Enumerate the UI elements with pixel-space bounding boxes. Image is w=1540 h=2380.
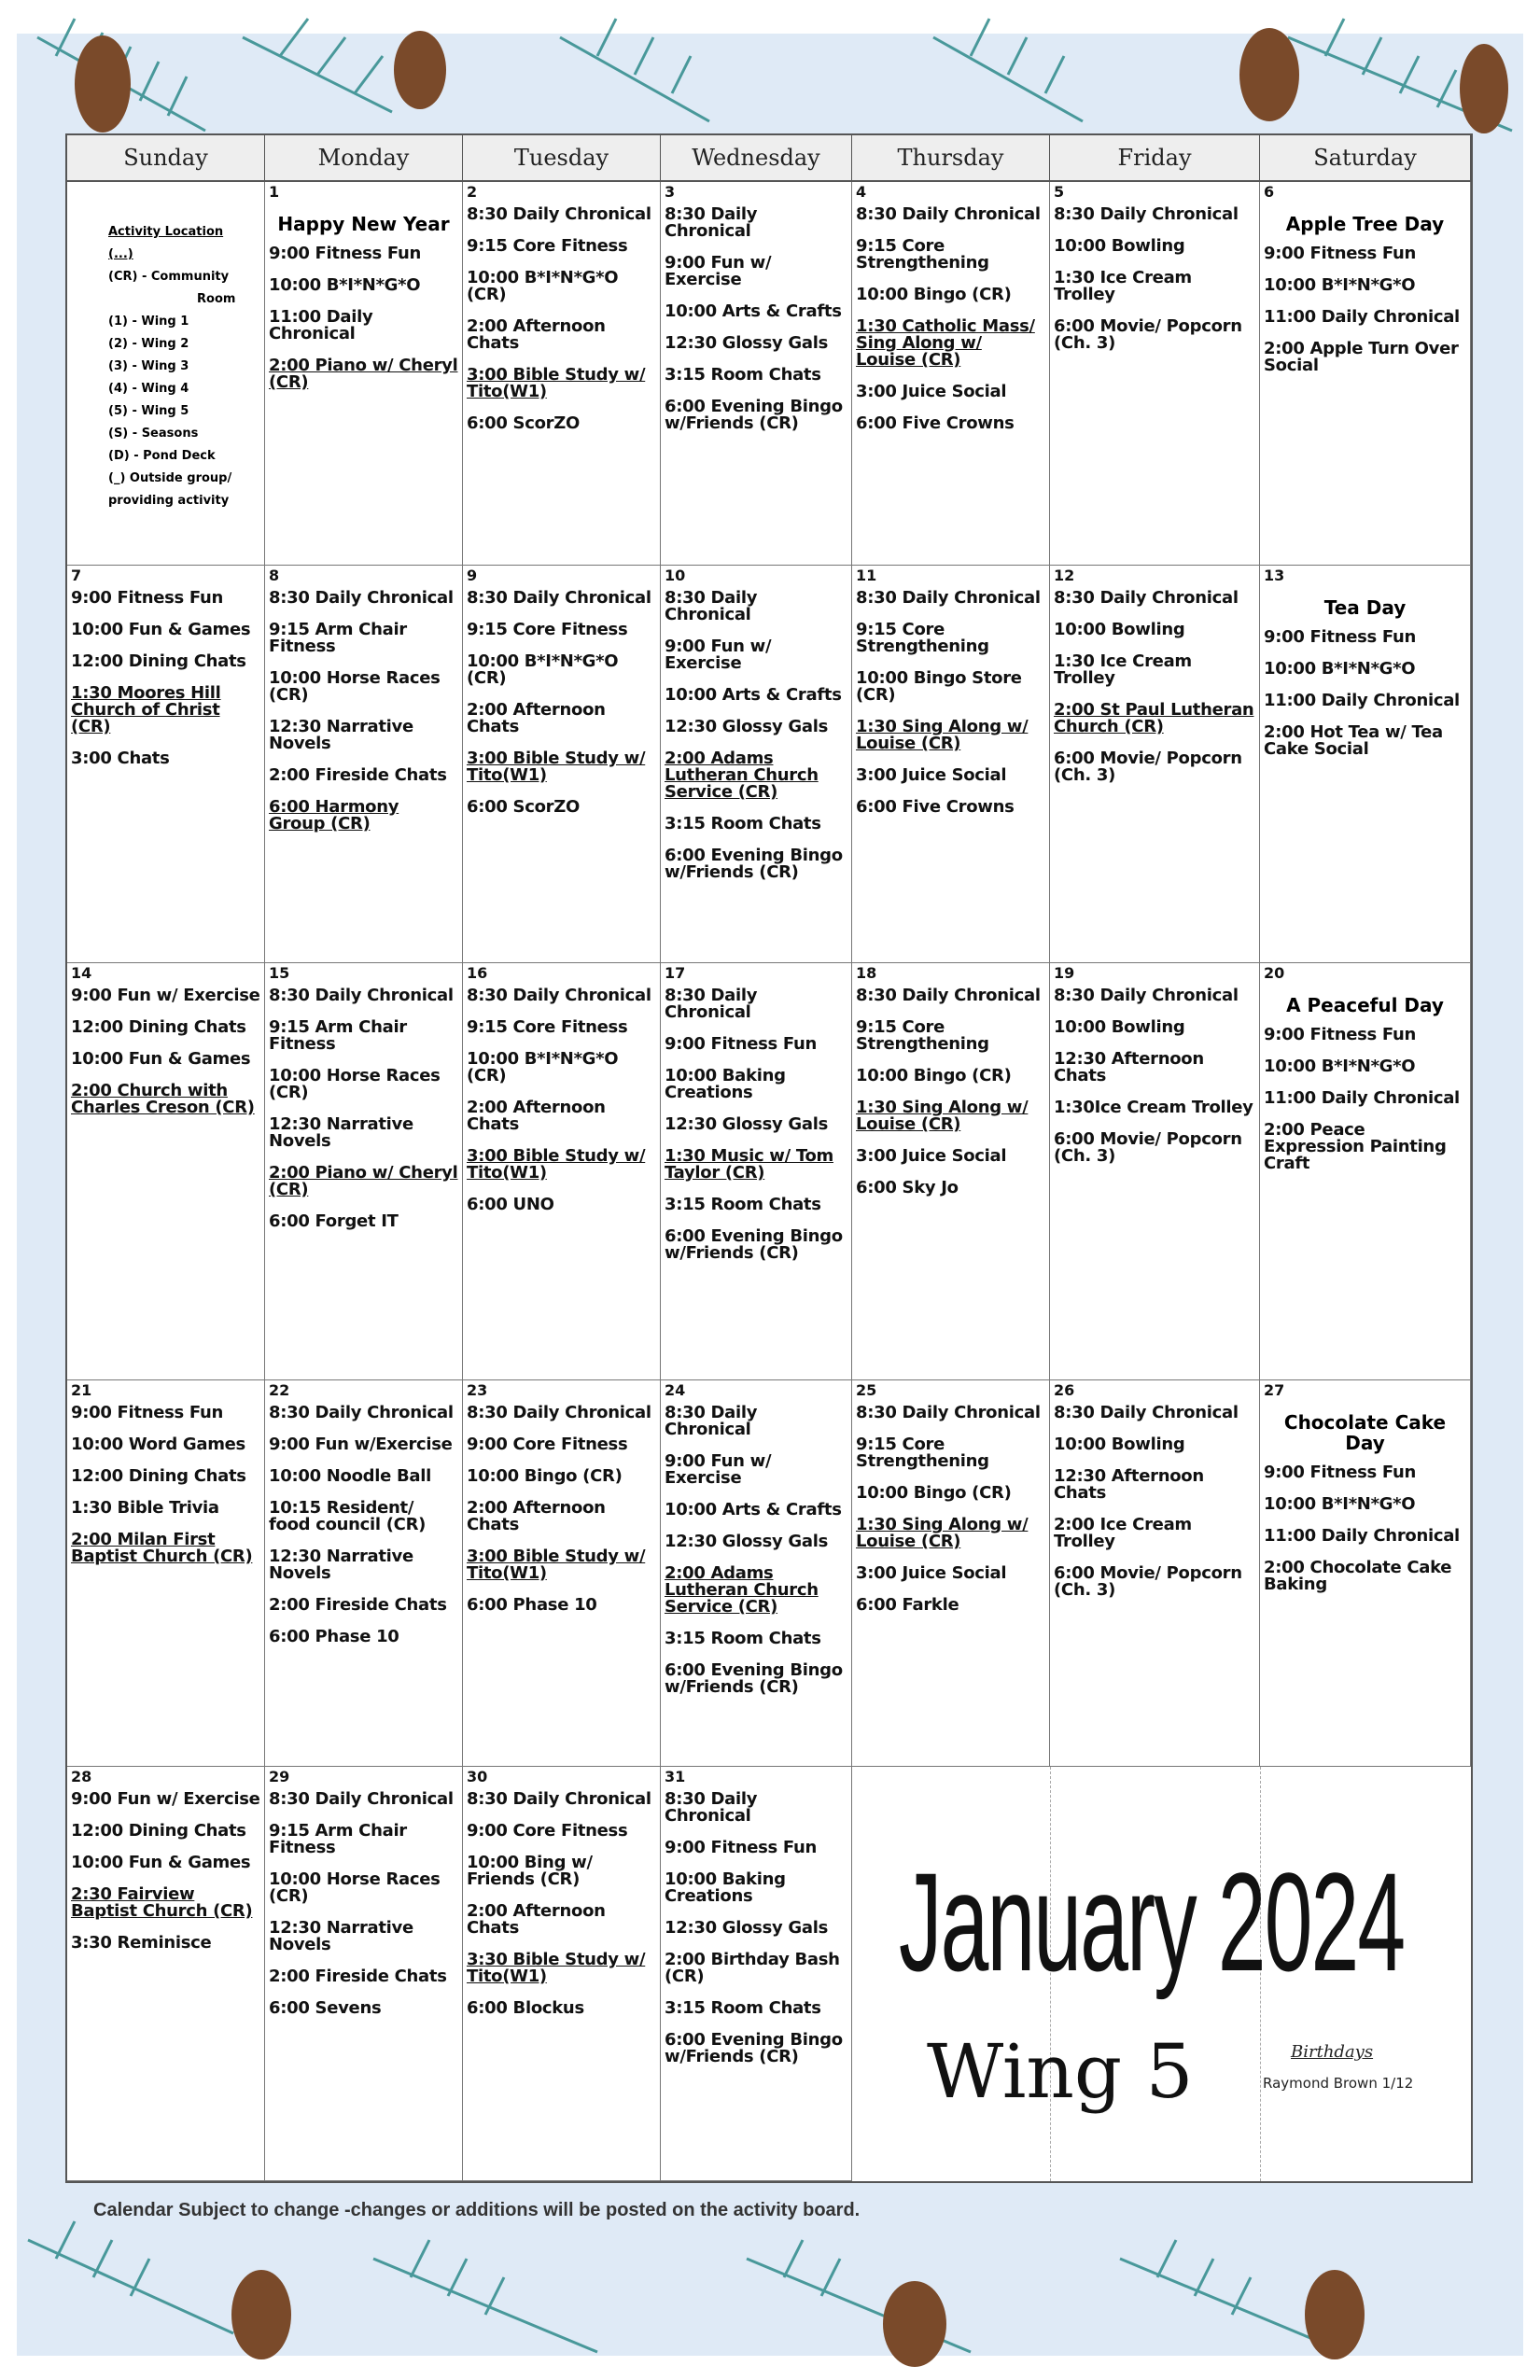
legend-title: Activity Location xyxy=(108,225,224,239)
day-number: 8 xyxy=(269,567,280,584)
day-cell-27 xyxy=(1260,1380,1471,1767)
day-cell-8 xyxy=(265,566,463,963)
day-cell-3 xyxy=(661,182,852,566)
activity-item: 12:30 Narrative Novels xyxy=(269,1114,413,1151)
day-cell-10 xyxy=(661,566,852,963)
activity-item: 9:00 Fitness Fun xyxy=(71,588,224,608)
day-number: 1 xyxy=(269,183,280,201)
day-number: 26 xyxy=(1054,1381,1075,1399)
activity-item: 8:30 Daily Chronical xyxy=(856,1403,1041,1422)
weekday-wednesday: Wednesday xyxy=(661,135,852,182)
activity-item: 6:00 Farkle xyxy=(856,1595,959,1615)
activity-item: 10:00 Baking Creations xyxy=(665,1066,786,1102)
activity-item: 8:30 Daily Chronical xyxy=(1054,986,1239,1005)
activity-item: 9:00 Fitness Fun xyxy=(665,1838,818,1857)
day-number: 5 xyxy=(1054,183,1065,201)
day-cell-22 xyxy=(265,1380,463,1767)
day-number: 13 xyxy=(1264,567,1285,584)
activity-item: 10:00 B*I*N*G*O xyxy=(269,275,421,295)
legend-item: providing activity xyxy=(108,494,230,508)
activity-item: 8:30 Daily Chronical xyxy=(269,1403,454,1422)
activity-item: 10:00 Arts & Crafts xyxy=(665,1500,842,1519)
calendar-grid xyxy=(65,133,1473,2183)
activity-item: 12:30 Afternoon Chats xyxy=(1054,1466,1204,1503)
legend-item: (...) xyxy=(108,247,133,261)
activity-item: 12:30 Narrative Novels xyxy=(269,1918,413,1954)
activity-item: 8:30 Daily Chronical xyxy=(269,1789,454,1809)
day-number: 16 xyxy=(467,964,488,982)
activity-item: 6:00 Evening Bingo w/Friends (CR) xyxy=(665,1660,843,1697)
activity-item: 2:00 Afternoon Chats xyxy=(467,316,606,353)
day-cell-1 xyxy=(265,182,463,566)
activity-item: 8:30 Daily Chronical xyxy=(856,986,1041,1005)
activity-item: 1:30 Ice Cream Trolley xyxy=(1054,268,1192,304)
special-day-title: Tea Day xyxy=(1323,596,1407,619)
activity-item: 1:30 Moores Hill Church of Christ (CR) xyxy=(71,683,221,736)
activity-item: 10:00 Bingo (CR) xyxy=(856,285,1012,304)
activity-item: 11:00 Daily Chronical xyxy=(1264,1526,1460,1546)
wing-title: Wing 5 xyxy=(927,2028,1194,2115)
activity-item: 8:30 Daily Chronical xyxy=(665,986,758,1022)
activity-item: 9:00 Fitness Fun xyxy=(1264,1463,1417,1482)
activity-item: 9:00 Fitness Fun xyxy=(1264,627,1417,647)
activity-item: 3:00 Bible Study w/ Tito(W1) xyxy=(467,1547,646,1583)
activity-item: 12:30 Glossy Gals xyxy=(665,333,829,353)
day-number: 12 xyxy=(1054,567,1075,584)
activity-item: 9:15 Core Fitness xyxy=(467,236,628,256)
activity-item: 8:30 Daily Chronical xyxy=(269,986,454,1005)
month-title: January 2024 xyxy=(899,1843,1405,2000)
activity-item: 9:00 Fitness Fun xyxy=(269,244,422,263)
activity-location-legend xyxy=(71,184,260,512)
activity-item: 10:00 Bowling xyxy=(1054,236,1185,256)
activity-item: 8:30 Daily Chronical xyxy=(665,1789,758,1826)
activity-item: 3:00 Juice Social xyxy=(856,765,1007,785)
activity-item: 2:00 Afternoon Chats xyxy=(467,1098,606,1134)
activity-item: 6:00 Sky Jo xyxy=(856,1178,959,1197)
activity-item: 10:00 Fun & Games xyxy=(71,1853,251,1872)
activity-item: 2:00 Apple Turn Over Social xyxy=(1264,339,1459,375)
activity-item: 12:30 Glossy Gals xyxy=(665,1918,829,1938)
activity-item: 10:00 Arts & Crafts xyxy=(665,301,842,321)
activity-item: 6:00 Evening Bingo w/Friends (CR) xyxy=(665,2030,843,2066)
legend-item: (5) - Wing 5 xyxy=(108,404,189,418)
activity-item: 6:00 Harmony Group (CR) xyxy=(269,797,399,833)
activity-item: 2:00 Hot Tea w/ Tea Cake Social xyxy=(1264,722,1443,759)
day-cell-11 xyxy=(852,566,1050,963)
activity-item: 10:00 B*I*N*G*O xyxy=(1264,1494,1416,1514)
day-cell-21 xyxy=(67,1380,265,1767)
activity-item: 9:15 Core Fitness xyxy=(467,620,628,639)
day-cell-26 xyxy=(1050,1380,1260,1767)
activity-item: 9:00 Fun w/ Exercise xyxy=(71,1789,260,1809)
activity-item: 10:00 Noodle Ball xyxy=(269,1466,431,1486)
activity-item: 3:00 Juice Social xyxy=(856,1563,1007,1583)
activity-item: 2:00 Fireside Chats xyxy=(269,1967,447,1986)
activity-item: 6:00 Evening Bingo w/Friends (CR) xyxy=(665,1226,843,1263)
activity-item: 11:00 Daily Chronical xyxy=(269,307,373,343)
day-cell-12 xyxy=(1050,566,1260,963)
activity-item: 6:00 Five Crowns xyxy=(856,797,1015,817)
activity-item: 11:00 Daily Chronical xyxy=(1264,307,1460,327)
activity-item: 2:30 Fairview Baptist Church (CR) xyxy=(71,1884,253,1921)
activity-item: 3:15 Room Chats xyxy=(665,1195,821,1214)
day-cell-25 xyxy=(852,1380,1050,1767)
activity-item: 12:00 Dining Chats xyxy=(71,1017,246,1037)
day-cell-7 xyxy=(67,566,265,963)
activity-item: 3:15 Room Chats xyxy=(665,1998,821,2018)
activity-item: 8:30 Daily Chronical xyxy=(1054,1403,1239,1422)
special-day-title: Happy New Year xyxy=(277,213,450,235)
day-number: 10 xyxy=(665,567,686,584)
day-cell-15 xyxy=(265,963,463,1380)
activity-item: 6:00 Phase 10 xyxy=(467,1595,597,1615)
activity-item: 9:00 Fitness Fun xyxy=(71,1403,224,1422)
activity-item: 2:00 Afternoon Chats xyxy=(467,700,606,736)
day-cell-20 xyxy=(1260,963,1471,1380)
day-cell-19 xyxy=(1050,963,1260,1380)
day-cell-23 xyxy=(463,1380,661,1767)
activity-item: 1:30 Ice Cream Trolley xyxy=(1054,651,1192,688)
activity-item: 1:30Ice Cream Trolley xyxy=(1054,1098,1253,1117)
day-cell-17 xyxy=(661,963,852,1380)
activity-item: 2:00 St Paul Lutheran Church (CR) xyxy=(1054,700,1254,736)
activity-item: 12:30 Glossy Gals xyxy=(665,717,829,736)
day-cell-6 xyxy=(1260,182,1471,566)
activity-item: 10:00 Word Games xyxy=(71,1435,245,1454)
activity-item: 12:00 Dining Chats xyxy=(71,651,246,671)
activity-item: 3:00 Bible Study w/ Tito(W1) xyxy=(467,749,646,785)
activity-item: 2:00 Church with Charles Creson (CR) xyxy=(71,1081,255,1117)
legend-item: (3) - Wing 3 xyxy=(108,359,189,373)
activity-item: 12:00 Dining Chats xyxy=(71,1466,246,1486)
legend-item: (1) - Wing 1 xyxy=(108,315,189,329)
day-cell-30 xyxy=(463,1767,661,2181)
day-number: 6 xyxy=(1264,183,1275,201)
day-number: 25 xyxy=(856,1381,877,1399)
activity-item: 10:00 B*I*N*G*O (CR) xyxy=(467,1049,619,1085)
activity-item: 9:15 Core Strengthening xyxy=(856,1017,989,1054)
legend-item: (4) - Wing 4 xyxy=(108,382,189,396)
activity-item: 8:30 Daily Chronical xyxy=(665,204,758,241)
activity-item: 12:30 Narrative Novels xyxy=(269,1547,413,1583)
legend-item: (2) - Wing 2 xyxy=(108,337,189,351)
activity-item: 2:00 Fireside Chats xyxy=(269,765,447,785)
weekday-thursday: Thursday xyxy=(852,135,1050,182)
day-number: 18 xyxy=(856,964,877,982)
day-cell-9 xyxy=(463,566,661,963)
day-number: 30 xyxy=(467,1768,488,1785)
day-number: 4 xyxy=(856,183,867,201)
day-cell-31 xyxy=(661,1767,852,2181)
activity-item: 1:30 Music w/ Tom Taylor (CR) xyxy=(665,1146,833,1183)
day-number: 15 xyxy=(269,964,290,982)
activity-item: 10:00 Baking Creations xyxy=(665,1869,786,1906)
activity-item: 8:30 Daily Chronical xyxy=(467,1403,651,1422)
activity-item: 10:00 B*I*N*G*O xyxy=(1264,659,1416,679)
activity-item: 10:00 Bingo (CR) xyxy=(856,1066,1012,1085)
activity-item: 10:00 Arts & Crafts xyxy=(665,685,842,705)
activity-item: 2:00 Peace Expression Painting Craft xyxy=(1264,1120,1447,1173)
month-title-area xyxy=(852,1767,1471,2181)
weekday-header-row xyxy=(67,135,1471,182)
activity-item: 6:00 Movie/ Popcorn (Ch. 3) xyxy=(1054,1563,1242,1600)
day-number: 27 xyxy=(1264,1381,1285,1399)
activity-item: 11:00 Daily Chronical xyxy=(1264,1088,1460,1108)
activity-item: 6:00 Forget IT xyxy=(269,1211,399,1231)
activity-item: 10:00 Horse Races (CR) xyxy=(269,1066,441,1102)
special-day-title: Chocolate Cake Day xyxy=(1283,1411,1447,1454)
activity-item: 2:00 Adams Lutheran Church Service (CR) xyxy=(665,749,819,802)
weekday-monday: Monday xyxy=(265,135,463,182)
day-number: 22 xyxy=(269,1381,290,1399)
activity-item: 1:30 Sing Along w/ Louise (CR) xyxy=(856,1515,1029,1551)
activity-item: 8:30 Daily Chronical xyxy=(856,204,1041,224)
activity-item: 8:30 Daily Chronical xyxy=(467,588,651,608)
activity-item: 6:00 Blockus xyxy=(467,1998,584,2018)
activity-item: 2:00 Piano w/ Cheryl (CR) xyxy=(269,1163,458,1199)
day-number: 20 xyxy=(1264,964,1285,982)
day-number: 23 xyxy=(467,1381,488,1399)
activity-item: 6:00 Five Crowns xyxy=(856,413,1015,433)
day-cell-5 xyxy=(1050,182,1260,566)
day-cell-18 xyxy=(852,963,1050,1380)
activity-item: 3:00 Bible Study w/ Tito(W1) xyxy=(467,365,646,401)
activity-item: 8:30 Daily Chronical xyxy=(1054,588,1239,608)
activity-item: 12:30 Glossy Gals xyxy=(665,1532,829,1551)
activity-item: 10:00 Fun & Games xyxy=(71,620,251,639)
day-number: 24 xyxy=(665,1381,686,1399)
day-number: 21 xyxy=(71,1381,92,1399)
legend-item: (S) - Seasons xyxy=(108,427,199,441)
activity-item: 2:00 Adams Lutheran Church Service (CR) xyxy=(665,1563,819,1617)
activity-item: 10:00 Bingo (CR) xyxy=(467,1466,623,1486)
activity-item: 3:15 Room Chats xyxy=(665,814,821,833)
activity-item: 6:00 Movie/ Popcorn (Ch. 3) xyxy=(1054,749,1242,785)
special-day-title: A Peaceful Day xyxy=(1286,994,1444,1016)
footer-note: Calendar Subject to change -changes or additions will be posted on the activity board. xyxy=(93,2200,861,2220)
legend-item: (D) - Pond Deck xyxy=(108,449,216,463)
activity-item: 2:00 Chocolate Cake Baking xyxy=(1264,1558,1452,1594)
activity-item: 3:00 Bible Study w/ Tito(W1) xyxy=(467,1146,646,1183)
activity-item: 12:30 Narrative Novels xyxy=(269,717,413,753)
activity-item: 6:00 Evening Bingo w/Friends (CR) xyxy=(665,397,843,433)
activity-item: 6:00 ScorZO xyxy=(467,797,580,817)
activity-item: 10:15 Resident/ food council (CR) xyxy=(269,1498,427,1534)
weekday-saturday: Saturday xyxy=(1260,135,1471,182)
day-cell-16 xyxy=(463,963,661,1380)
activity-item: 1:30 Catholic Mass/ Sing Along w/ Louise (CR) xyxy=(856,316,1035,370)
legend-item: (_) Outside group/ xyxy=(108,471,232,485)
activity-item: 9:15 Core Strengthening xyxy=(856,236,989,273)
activity-item: 6:00 Evening Bingo w/Friends (CR) xyxy=(665,846,843,882)
activity-item: 3:30 Bible Study w/ Tito(W1) xyxy=(467,1950,646,1986)
activity-item: 12:30 Afternoon Chats xyxy=(1054,1049,1204,1085)
activity-item: 8:30 Daily Chronical xyxy=(856,588,1041,608)
activity-item: 10:00 Bowling xyxy=(1054,1435,1185,1454)
activity-item: 2:00 Afternoon Chats xyxy=(467,1901,606,1938)
birthday-entry: Raymond Brown 1/12 xyxy=(1263,2075,1414,2092)
activity-item: 10:00 Bingo (CR) xyxy=(856,1483,1012,1503)
day-number: 17 xyxy=(665,964,686,982)
activity-item: 10:00 Bowling xyxy=(1054,620,1185,639)
activity-item: 12:00 Dining Chats xyxy=(71,1821,246,1841)
activity-item: 10:00 B*I*N*G*O (CR) xyxy=(467,651,619,688)
activity-item: 8:30 Daily Chronical xyxy=(665,1403,758,1439)
activity-item: 2:00 Fireside Chats xyxy=(269,1595,447,1615)
activity-item: 2:00 Birthday Bash (CR) xyxy=(665,1950,840,1986)
activity-item: 9:15 Arm Chair Fitness xyxy=(269,1821,407,1857)
legend-item: (CR) - Community xyxy=(108,270,230,284)
activity-item: 2:00 Ice Cream Trolley xyxy=(1054,1515,1192,1551)
day-cell-29 xyxy=(265,1767,463,2181)
activity-item: 9:00 Fun w/ Exercise xyxy=(71,986,260,1005)
activity-item: 9:15 Core Strengthening xyxy=(856,1435,989,1471)
activity-item: 12:30 Glossy Gals xyxy=(665,1114,829,1134)
activity-item: 6:00 ScorZO xyxy=(467,413,580,433)
activity-item: 6:00 Phase 10 xyxy=(269,1627,399,1646)
activity-item: 9:00 Fun w/ Exercise xyxy=(665,253,772,289)
activity-item: 9:00 Fitness Fun xyxy=(1264,244,1417,263)
activity-item: 3:00 Chats xyxy=(71,749,170,768)
activity-item: 9:00 Core Fitness xyxy=(467,1435,628,1454)
activity-item: 10:00 Bingo Store (CR) xyxy=(856,668,1022,705)
weekday-sunday: Sunday xyxy=(67,135,265,182)
activity-item: 6:00 Sevens xyxy=(269,1998,382,2018)
day-number: 28 xyxy=(71,1768,92,1785)
activity-item: 9:15 Arm Chair Fitness xyxy=(269,620,407,656)
day-number: 29 xyxy=(269,1768,290,1785)
day-number: 31 xyxy=(665,1768,686,1785)
day-number: 3 xyxy=(665,183,676,201)
activity-item: 8:30 Daily Chronical xyxy=(269,588,454,608)
day-cell-4 xyxy=(852,182,1050,566)
activity-item: 8:30 Daily Chronical xyxy=(1054,204,1239,224)
activity-item: 8:30 Daily Chronical xyxy=(467,986,651,1005)
day-number: 7 xyxy=(71,567,82,584)
activity-item: 2:00 Milan First Baptist Church (CR) xyxy=(71,1530,253,1566)
day-cell-28 xyxy=(67,1767,265,2181)
activity-item: 1:30 Sing Along w/ Louise (CR) xyxy=(856,1098,1029,1134)
activity-item: 10:00 Bowling xyxy=(1054,1017,1185,1037)
activity-item: 8:30 Daily Chronical xyxy=(467,1789,651,1809)
activity-item: 2:00 Piano w/ Cheryl (CR) xyxy=(269,356,458,392)
activity-item: 8:30 Daily Chronical xyxy=(665,588,758,624)
activity-item: 10:00 Fun & Games xyxy=(71,1049,251,1069)
activity-item: 10:00 B*I*N*G*O (CR) xyxy=(467,268,619,304)
birthdays-title: Birthdays xyxy=(1291,2042,1374,2062)
legend-item: Room xyxy=(197,292,236,306)
activity-item: 9:15 Core Fitness xyxy=(467,1017,628,1037)
activity-item: 10:00 Bing w/ Friends (CR) xyxy=(467,1853,593,1889)
activity-item: 10:00 B*I*N*G*O xyxy=(1264,275,1416,295)
day-cell-24 xyxy=(661,1380,852,1767)
activity-item: 9:00 Fun w/ Exercise xyxy=(665,637,772,673)
activity-item: 8:30 Daily Chronical xyxy=(467,204,651,224)
activity-item: 1:30 Sing Along w/ Louise (CR) xyxy=(856,717,1029,753)
day-number: 11 xyxy=(856,567,877,584)
activity-item: 6:00 Movie/ Popcorn (Ch. 3) xyxy=(1054,1129,1242,1166)
day-number: 14 xyxy=(71,964,92,982)
activity-item: 1:30 Bible Trivia xyxy=(71,1498,219,1518)
activity-item: 10:00 Horse Races (CR) xyxy=(269,1869,441,1906)
activity-item: 3:30 Reminisce xyxy=(71,1933,212,1953)
activity-item: 3:15 Room Chats xyxy=(665,365,821,385)
activity-item: 10:00 B*I*N*G*O xyxy=(1264,1057,1416,1076)
activity-item: 6:00 Movie/ Popcorn (Ch. 3) xyxy=(1054,316,1242,353)
day-cell-14 xyxy=(67,963,265,1380)
weekday-friday: Friday xyxy=(1050,135,1260,182)
special-day-title: Apple Tree Day xyxy=(1285,213,1445,235)
day-cell-13 xyxy=(1260,566,1471,963)
weekday-tuesday: Tuesday xyxy=(463,135,661,182)
activity-item: 10:00 Horse Races (CR) xyxy=(269,668,441,705)
activity-item: 3:00 Juice Social xyxy=(856,382,1007,401)
legend-cell xyxy=(67,182,265,566)
day-cell-2 xyxy=(463,182,661,566)
activity-item: 9:00 Core Fitness xyxy=(467,1821,628,1841)
activity-item: 9:15 Core Strengthening xyxy=(856,620,989,656)
activity-item: 11:00 Daily Chronical xyxy=(1264,691,1460,710)
calendar-days xyxy=(67,182,1471,2181)
activity-item: 9:00 Fun w/ Exercise xyxy=(665,1451,772,1488)
activity-item: 9:00 Fitness Fun xyxy=(665,1034,818,1054)
activity-item: 9:00 Fun w/Exercise xyxy=(269,1435,453,1454)
activity-item: 9:00 Fitness Fun xyxy=(1264,1025,1417,1044)
activity-item: 9:15 Arm Chair Fitness xyxy=(269,1017,407,1054)
activity-item: 3:15 Room Chats xyxy=(665,1629,821,1648)
activity-item: 6:00 UNO xyxy=(467,1195,554,1214)
day-number: 9 xyxy=(467,567,478,584)
day-number: 2 xyxy=(467,183,478,201)
activity-item: 2:00 Afternoon Chats xyxy=(467,1498,606,1534)
day-number: 19 xyxy=(1054,964,1075,982)
activity-item: 3:00 Juice Social xyxy=(856,1146,1007,1166)
